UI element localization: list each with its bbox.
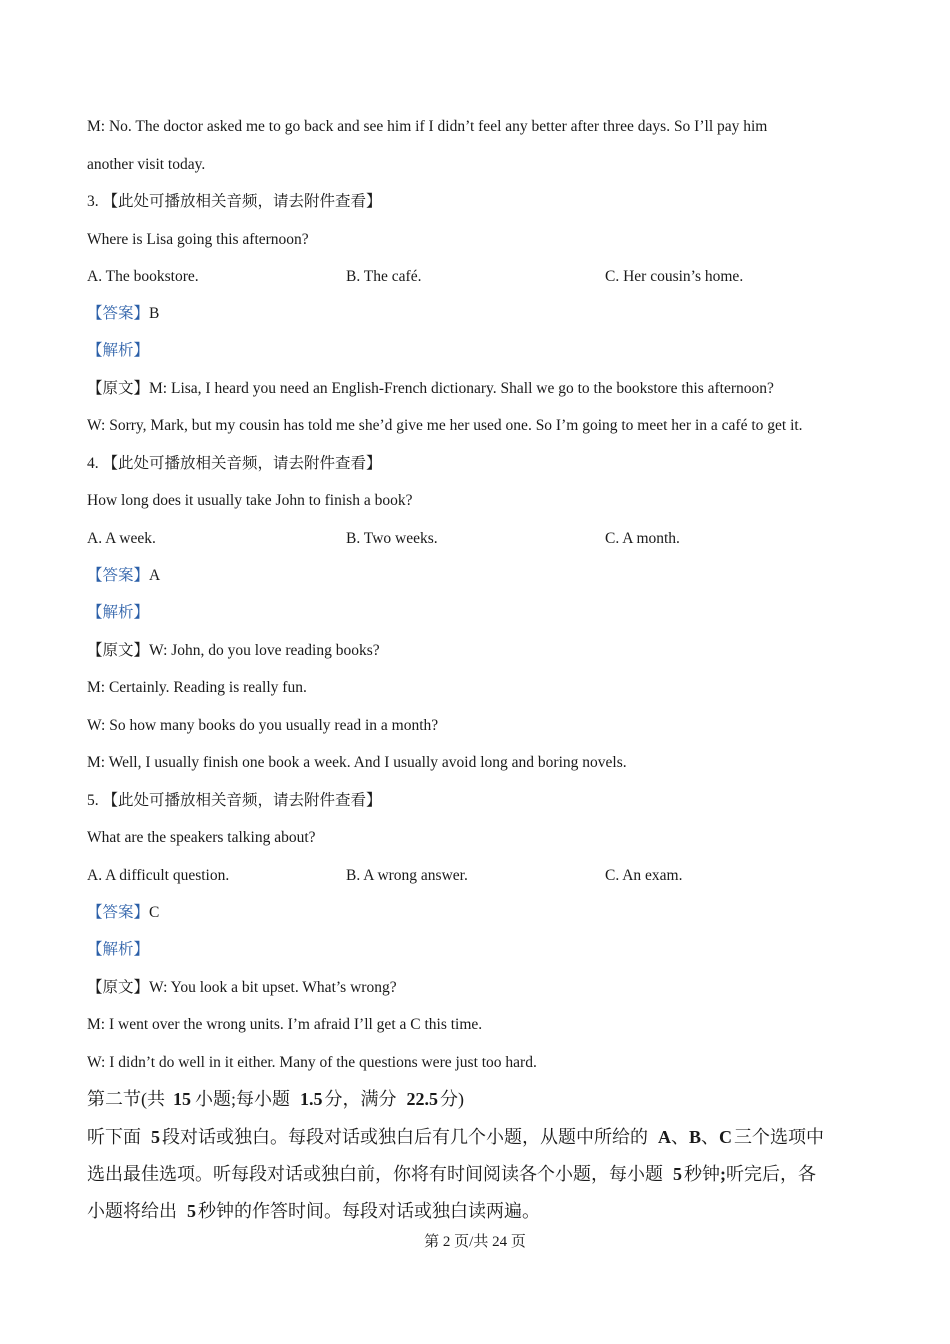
- option-a: A. The bookstore.: [87, 268, 199, 285]
- transcript-text: W: You look a bit upset. What’s wrong?: [149, 979, 397, 996]
- option-b: B. The café.: [346, 268, 422, 285]
- instruction-text: 、: [671, 1127, 689, 1147]
- answer-line: [87, 903, 159, 923]
- instruction-letter: C: [719, 1127, 733, 1147]
- answer-value: B: [149, 305, 160, 322]
- section-title-text: 分，满分: [324, 1089, 397, 1109]
- answer-value: C: [149, 904, 160, 921]
- question-text: Where is Lisa going this afternoon?: [87, 231, 309, 248]
- transcript-line: another visit today.: [87, 156, 206, 173]
- transcript-line: [87, 978, 397, 998]
- instruction-text: 听下面: [87, 1127, 141, 1147]
- transcript-label: 【原文】: [87, 642, 150, 659]
- section-title-text: 第二节(共: [87, 1089, 165, 1109]
- question-header: 3. 【此处可播放相关音频，请去附件查看】: [87, 193, 382, 210]
- analysis-label: 【解析】: [87, 604, 150, 621]
- instruction-text: 选出最佳选项。听每段对话或独白前，你将有时间阅读各个小题，每小题: [87, 1164, 663, 1184]
- question-text: How long does it usually take John to finish a book?: [87, 492, 413, 509]
- option-b: B. A wrong answer.: [346, 867, 468, 884]
- option-a: A. A difficult question.: [87, 867, 230, 884]
- instruction-number: 5: [673, 1164, 682, 1184]
- option-b: B. Two weeks.: [346, 530, 438, 547]
- answer-line: [87, 304, 159, 324]
- transcript-line: W: Sorry, Mark, but my cousin has told me she’d give me her used one. So I’m going to meet her in a café to get it.: [87, 417, 803, 434]
- transcript-text: M: Lisa, I heard you need an English-French dictionary. Shall we go to the bookstore this afternoon?: [149, 380, 774, 397]
- answer-label: 【答案】: [87, 904, 150, 921]
- instruction-number: 5: [187, 1201, 196, 1221]
- transcript-line: W: So how many books do you usually read in a month?: [87, 717, 439, 734]
- instruction-line: [87, 1125, 824, 1149]
- transcript-line: M: No. The doctor asked me to go back and see him if I didn’t feel any better after three days. So I’ll pay him: [87, 118, 768, 135]
- instruction-punct: ;: [720, 1164, 726, 1184]
- option-c: C. An exam.: [605, 867, 683, 884]
- instruction-text: 秒钟: [684, 1164, 720, 1184]
- section-title-number: 22.5: [406, 1089, 439, 1109]
- instruction-letter: A: [658, 1127, 671, 1147]
- transcript-text: W: John, do you love reading books?: [149, 642, 380, 659]
- analysis-label: 【解析】: [87, 342, 150, 359]
- instruction-text: 小题将给出: [87, 1201, 177, 1221]
- answer-label: 【答案】: [87, 305, 150, 322]
- instruction-number: 5: [151, 1127, 160, 1147]
- answer-label: 【答案】: [87, 567, 150, 584]
- instruction-line: [87, 1199, 540, 1223]
- transcript-label: 【原文】: [87, 979, 150, 996]
- option-c: C. A month.: [605, 530, 680, 547]
- transcript-line: [87, 641, 380, 661]
- instruction-letter: B: [689, 1127, 702, 1147]
- question-text: What are the speakers talking about?: [87, 829, 316, 846]
- transcript-line: M: Well, I usually finish one book a week. And I usually avoid long and boring novels.: [87, 754, 627, 771]
- instruction-text: 、: [701, 1127, 720, 1147]
- option-c: C. Her cousin’s home.: [605, 268, 744, 285]
- answer-value: A: [149, 567, 161, 584]
- transcript-line: [87, 379, 774, 399]
- section-title-number: 15: [173, 1089, 191, 1109]
- section-title-number: 1.5: [300, 1089, 323, 1109]
- question-header: 4. 【此处可播放相关音频，请去附件查看】: [87, 455, 382, 472]
- section-title: [87, 1087, 464, 1111]
- page-footer: 第 2 页/共 24 页: [424, 1234, 526, 1250]
- analysis-label: 【解析】: [87, 941, 150, 958]
- answer-line: [87, 566, 160, 586]
- instruction-text: 听完后，各: [726, 1164, 816, 1184]
- section-title-text: 小题;每小题: [195, 1089, 291, 1109]
- option-a: A. A week.: [87, 530, 156, 547]
- transcript-label: 【原文】: [87, 380, 150, 397]
- instruction-line: [87, 1162, 816, 1186]
- instruction-text: 段对话或独白。每段对话或独白后有几个小题，从题中所给的: [162, 1127, 648, 1147]
- instruction-text: 三个选项中: [734, 1127, 825, 1147]
- transcript-line: M: I went over the wrong units. I’m afraid I’ll get a C this time.: [87, 1016, 483, 1033]
- question-header: 5. 【此处可播放相关音频，请去附件查看】: [87, 792, 382, 809]
- section-title-text: 分): [440, 1089, 465, 1109]
- transcript-line: M: Certainly. Reading is really fun.: [87, 679, 307, 696]
- instruction-text: 秒钟的作答时间。每段对话或独白读两遍。: [198, 1201, 540, 1221]
- transcript-line: W: I didn’t do well in it either. Many of the questions were just too hard.: [87, 1054, 537, 1071]
